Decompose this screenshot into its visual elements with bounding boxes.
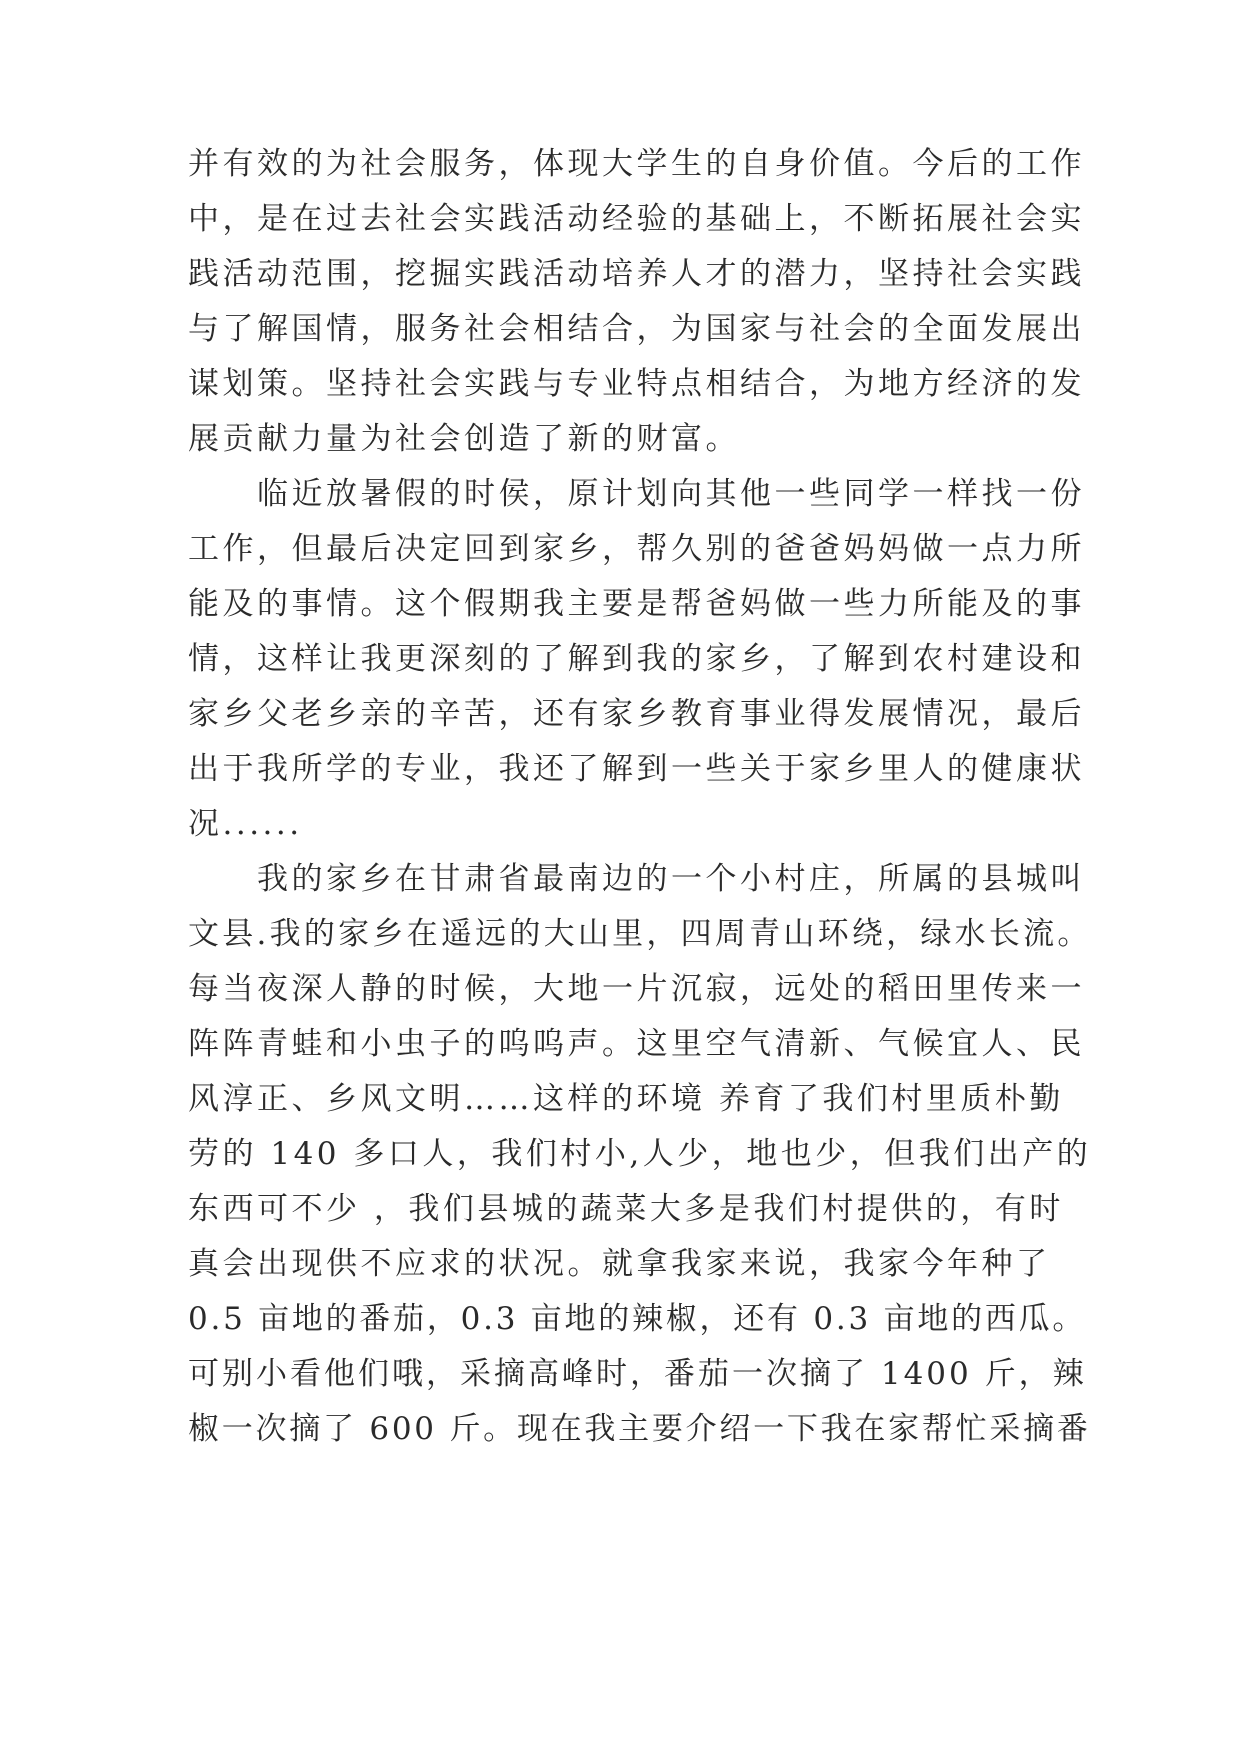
text-line: 工作，但最后决定回到家乡，帮久别的爸爸妈妈做一点力所 (188, 531, 1085, 567)
text-line: 临近放暑假的时侯，原计划向其他一些同学一样找一份 (188, 476, 1085, 512)
text-line: 我的家乡在甘肃省最南边的一个小村庄，所属的县城叫 (188, 861, 1085, 897)
text-line: 每当夜深人静的时候，大地一片沉寂，远处的稻田里传来一 (188, 971, 1085, 1007)
text-line: 并有效的为社会服务，体现大学生的自身价值。今后的工作 (188, 146, 1085, 182)
text-line: 可别小看他们哦，采摘高峰时，番茄一次摘了 1400 斤，辣 (188, 1356, 1087, 1392)
text-line: 出于我所学的专业，我还了解到一些关于家乡里人的健康状 (188, 751, 1085, 787)
text-line: 0.5 亩地的番茄，0.3 亩地的辣椒，还有 0.3 亩地的西瓜。 (188, 1301, 1087, 1337)
text-line: 展贡献力量为社会创造了新的财富。 (188, 421, 740, 457)
text-line: 真会出现供不应求的状况。就拿我家来说，我家今年种了 (188, 1246, 1051, 1282)
text-line: 文县.我的家乡在遥远的大山里，四周青山环绕，绿水长流。 (188, 916, 1092, 952)
text-line: 东西可不少 ，我们县城的蔬菜大多是我们村提供的，有时 (188, 1191, 1064, 1227)
text-line: 况...... (188, 806, 303, 842)
text-line: 中，是在过去社会实践活动经验的基础上，不断拓展社会实 (188, 201, 1085, 237)
text-line: 情，这样让我更深刻的了解到我的家乡，了解到农村建设和 (188, 641, 1085, 677)
text-line: 与了解国情，服务社会相结合，为国家与社会的全面发展出 (188, 311, 1085, 347)
text-line: 践活动范围，挖掘实践活动培养人才的潜力，坚持社会实践 (188, 256, 1085, 292)
text-line: 阵阵青蛙和小虫子的呜呜声。这里空气清新、气候宜人、民 (188, 1026, 1085, 1062)
text-line: 谋划策。坚持社会实践与专业特点相结合，为地方经济的发 (188, 366, 1085, 402)
text-line: 能及的事情。这个假期我主要是帮爸妈做一些力所能及的事 (188, 586, 1085, 622)
text-line: 椒一次摘了 600 斤。现在我主要介绍一下我在家帮忙采摘番 (188, 1411, 1091, 1447)
text-line: 风淳正、乡风文明……这样的环境 养育了我们村里质朴勤 (188, 1081, 1064, 1117)
text-line: 劳的 140 多口人，我们村小,人少，地也少，但我们出产的 (188, 1136, 1092, 1172)
text-line: 家乡父老乡亲的辛苦，还有家乡教育事业得发展情况，最后 (188, 696, 1085, 732)
